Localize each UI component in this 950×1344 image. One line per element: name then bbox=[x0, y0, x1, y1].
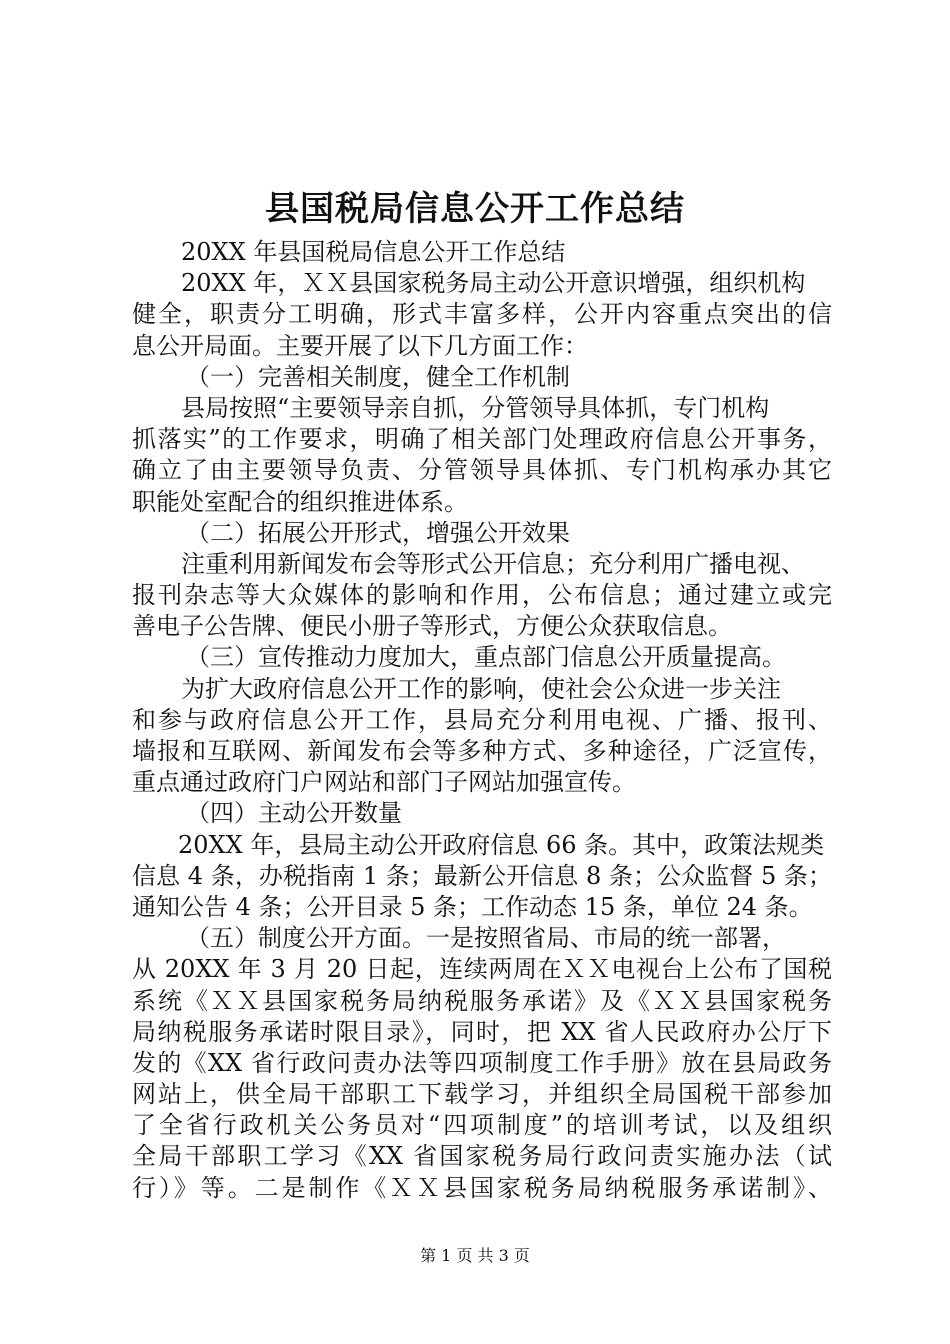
body-line: 重点通过政府门户网站和部门子网站加强宣传。 bbox=[132, 768, 636, 797]
section-heading: （三）宣传推动力度加大，重点部门信息公开质量提高。 bbox=[186, 643, 786, 672]
body-line: 确立了由主要领导负责、分管领导具体抓、专门机构承办其它 bbox=[132, 456, 832, 485]
body-line: 全局干部职工学习《XX 省国家税务局行政问责实施办法（试 bbox=[132, 1142, 832, 1171]
body-line: 为扩大政府信息公开工作的影响，使社会公众进一步关注 bbox=[181, 674, 781, 703]
body-line: 墙报和互联网、新闻发布会等多种方式、多种途径，广泛宣传， bbox=[132, 737, 832, 765]
body-line: 报刊杂志等大众媒体的影响和作用，公布信息；通过建立或完 bbox=[132, 581, 832, 610]
section-heading: （一）完善相关制度，健全工作机制 bbox=[186, 362, 570, 391]
body-line: 20XX 年，ＸＸ县国家税务局主动公开意识增强，组织机构 bbox=[181, 269, 806, 298]
body-line: 行）》等。二是制作《ＸＸ县国家税务局纳税服务承诺制》、 bbox=[132, 1173, 832, 1202]
page-number-footer: 第 1 页 共 3 页 bbox=[420, 1246, 530, 1265]
document-body bbox=[132, 237, 832, 1204]
body-line: 职能处室配合的组织推进体系。 bbox=[132, 487, 468, 516]
section-heading: （五）制度公开方面。一是按照省局、市局的统一部署， bbox=[186, 924, 786, 953]
section-heading: （二）拓展公开形式，增强公开效果 bbox=[186, 518, 570, 547]
body-line: 县局按照“主要领导亲自抓，分管领导具体抓，专门机构 bbox=[181, 393, 770, 422]
body-line: 网站上，供全局干部职工下载学习，并组织全局国税干部参加 bbox=[132, 1080, 832, 1109]
body-line: 20XX 年县国税局信息公开工作总结 bbox=[181, 238, 566, 266]
body-line: 善电子公告牌、便民小册子等形式，方便公众获取信息。 bbox=[132, 612, 732, 641]
body-line: 和参与政府信息公开工作，县局充分利用电视、广播、报刊、 bbox=[132, 705, 832, 734]
body-line: 通知公告 4 条；公开目录 5 条；工作动态 15 条，单位 24 条。 bbox=[132, 892, 813, 921]
body-line: 局纳税服务承诺时限目录》，同时，把 XX 省人民政府办公厅下 bbox=[132, 1017, 832, 1046]
section-heading: （四）主动公开数量 bbox=[186, 799, 402, 828]
body-line: 20XX 年，县局主动公开政府信息 66 条。其中，政策法规类 bbox=[178, 830, 825, 859]
document-title: 县国税局信息公开工作总结 bbox=[265, 189, 685, 229]
body-line: 息公开局面。主要开展了以下几方面工作： bbox=[132, 331, 588, 360]
body-line: 从 20XX 年 3 月 20 日起，连续两周在ＸＸ电视台上公布了国税 bbox=[132, 955, 832, 984]
body-line: 了全省行政机关公务员对“四项制度”的培训考试，以及组织 bbox=[132, 1111, 832, 1140]
body-line: 系统《ＸＸ县国家税务局纳税服务承诺》及《ＸＸ县国家税务 bbox=[132, 986, 832, 1015]
body-line: 健全，职责分工明确，形式丰富多样，公开内容重点突出的信 bbox=[132, 300, 832, 329]
body-line: 发的《XX 省行政问责办法等四项制度工作手册》放在县局政务 bbox=[132, 1048, 832, 1077]
body-line: 注重利用新闻发布会等形式公开信息；充分利用广播电视、 bbox=[181, 549, 805, 578]
body-line: 抓落实”的工作要求，明确了相关部门处理政府信息公开事务， bbox=[132, 425, 832, 454]
body-line: 信息 4 条，办税指南 1 条；最新公开信息 8 条；公众监督 5 条； bbox=[132, 861, 832, 890]
